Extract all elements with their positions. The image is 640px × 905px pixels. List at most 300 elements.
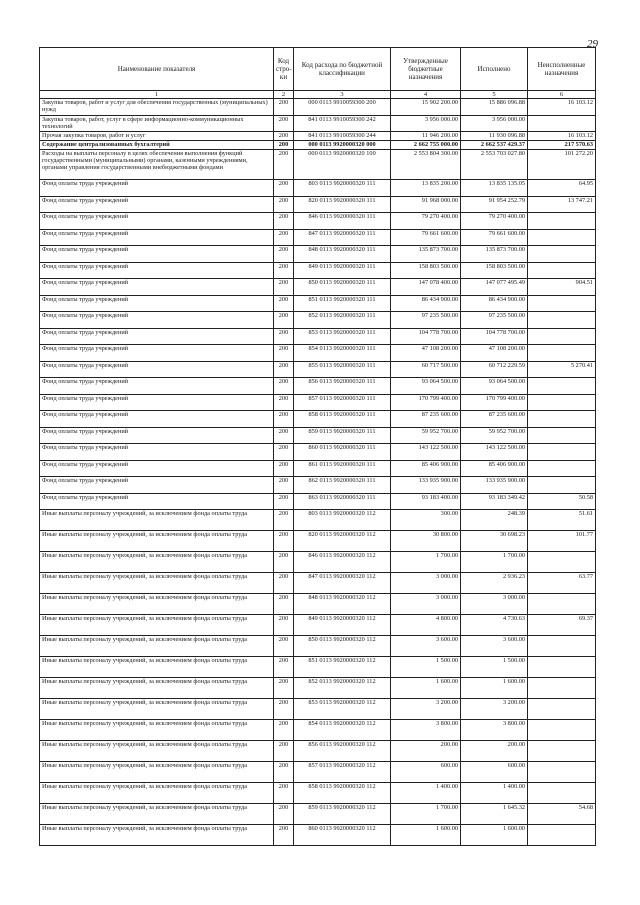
- row-code-cell: 200: [274, 615, 294, 636]
- table-row: [40, 361, 596, 378]
- indicator-name-cell: Иные выплаты персоналу учреждений, за исключением фонда оплаты труда: [40, 510, 274, 531]
- classification-code-cell: 846 0113 9920000320 111: [294, 213, 391, 230]
- executed-amount-cell: 143 122 500.00: [461, 444, 528, 461]
- unexecuted-amount-cell: [528, 378, 596, 395]
- classification-code-cell: 847 0113 9920000320 112: [294, 573, 391, 594]
- classification-code-cell: 861 0113 9920000320 111: [294, 460, 391, 477]
- indicator-name-cell: Фонд оплаты труда учреждений: [40, 361, 274, 378]
- classification-code-cell: 803 0113 9920000320 111: [294, 180, 391, 197]
- approved-amount-cell: 300.00: [391, 510, 461, 531]
- classification-code-cell: 855 0113 9920000320 111: [294, 361, 391, 378]
- executed-amount-cell: 30 698.23: [461, 531, 528, 552]
- unexecuted-amount-cell: [528, 246, 596, 263]
- approved-amount-cell: 1 700.00: [391, 552, 461, 573]
- approved-amount-cell: 97 235 500.00: [391, 312, 461, 329]
- classification-code-cell: 860 0113 9920000320 112: [294, 825, 391, 846]
- unexecuted-amount-cell: [528, 115, 596, 132]
- classification-code-cell: 854 0113 9920000320 112: [294, 720, 391, 741]
- classification-code-cell: 841 0113 9910059300 242: [294, 115, 391, 132]
- indicator-name-cell: Иные выплаты персоналу учреждений, за исключением фонда оплаты труда: [40, 657, 274, 678]
- classification-code-cell: 850 0113 9920000320 111: [294, 279, 391, 296]
- approved-amount-cell: 147 078 400.00: [391, 279, 461, 296]
- classification-code-cell: 000 0113 9920000320 000: [294, 141, 391, 150]
- executed-amount-cell: 11 930 096.88: [461, 132, 528, 141]
- approved-amount-cell: 158 803 500.00: [391, 262, 461, 279]
- executed-amount-cell: 2 553 703 027.80: [461, 150, 528, 180]
- executed-amount-cell: 87 235 600.00: [461, 411, 528, 428]
- executed-amount-cell: 135 873 700.00: [461, 246, 528, 263]
- row-code-cell: 200: [274, 493, 294, 510]
- executed-amount-cell: 85 406 900.00: [461, 460, 528, 477]
- table-row: [40, 741, 596, 762]
- column-number: 3: [294, 91, 391, 99]
- indicator-name-cell: Закупка товаров, работ и услуг для обеспечения государственных (муниципальных) нужд: [40, 99, 274, 116]
- classification-code-cell: 858 0113 9920000320 111: [294, 411, 391, 428]
- table-row: [40, 783, 596, 804]
- executed-amount-cell: 93 183 349.42: [461, 493, 528, 510]
- table-row: [40, 804, 596, 825]
- table-row: [40, 345, 596, 362]
- approved-amount-cell: 1 400.00: [391, 783, 461, 804]
- indicator-name-cell: Иные выплаты персоналу учреждений, за исключением фонда оплаты труда: [40, 741, 274, 762]
- classification-code-cell: 849 0113 9920000320 112: [294, 615, 391, 636]
- approved-amount-cell: 15 902 200.00: [391, 99, 461, 116]
- indicator-name-cell: Закупка товаров, работ, услуг в сфере информационно-коммуникационных технологий: [40, 115, 274, 132]
- indicator-name-cell: Фонд оплаты труда учреждений: [40, 246, 274, 263]
- header-unexecuted: Неисполненные назначения: [528, 48, 596, 91]
- row-code-cell: 200: [274, 378, 294, 395]
- classification-code-cell: 849 0113 9920000320 111: [294, 262, 391, 279]
- executed-amount-cell: 200.00: [461, 741, 528, 762]
- table-row: [40, 678, 596, 699]
- table-row: [40, 531, 596, 552]
- classification-code-cell: 852 0113 9920000320 111: [294, 312, 391, 329]
- executed-amount-cell: 133 935 900.00: [461, 477, 528, 494]
- table-row: [40, 99, 596, 116]
- indicator-name-cell: Фонд оплаты труда учреждений: [40, 312, 274, 329]
- table-row: [40, 229, 596, 246]
- table-row: [40, 460, 596, 477]
- executed-amount-cell: 248.39: [461, 510, 528, 531]
- indicator-name-cell: Иные выплаты персоналу учреждений, за исключением фонда оплаты труда: [40, 783, 274, 804]
- table-row: [40, 115, 596, 132]
- executed-amount-cell: 1 600.00: [461, 678, 528, 699]
- header-row: [40, 48, 596, 91]
- row-code-cell: 200: [274, 262, 294, 279]
- unexecuted-amount-cell: [528, 552, 596, 573]
- approved-amount-cell: 59 952 700.00: [391, 427, 461, 444]
- row-code-cell: 200: [274, 312, 294, 329]
- row-code-cell: 200: [274, 444, 294, 461]
- approved-amount-cell: 600.00: [391, 762, 461, 783]
- approved-amount-cell: 2 553 804 300.00: [391, 150, 461, 180]
- classification-code-cell: 820 0113 9920000320 111: [294, 196, 391, 213]
- table-row: [40, 636, 596, 657]
- row-code-cell: 200: [274, 636, 294, 657]
- unexecuted-amount-cell: 50.58: [528, 493, 596, 510]
- table-row: [40, 699, 596, 720]
- approved-amount-cell: 200.00: [391, 741, 461, 762]
- indicator-name-cell: Фонд оплаты труда учреждений: [40, 295, 274, 312]
- table-row: [40, 378, 596, 395]
- unexecuted-amount-cell: [528, 213, 596, 230]
- unexecuted-amount-cell: 217 570.63: [528, 141, 596, 150]
- indicator-name-cell: Фонд оплаты труда учреждений: [40, 196, 274, 213]
- table-row: [40, 262, 596, 279]
- classification-code-cell: 863 0113 9920000320 111: [294, 493, 391, 510]
- approved-amount-cell: 1 700.00: [391, 804, 461, 825]
- indicator-name-cell: Иные выплаты персоналу учреждений, за исключением фонда оплаты труда: [40, 762, 274, 783]
- header-row-code: Код стро-ки: [274, 48, 294, 91]
- approved-amount-cell: 87 235 600.00: [391, 411, 461, 428]
- header-classification-code: Код расхода по бюджетной классификации: [294, 48, 391, 91]
- table-row: [40, 150, 596, 180]
- table-row: [40, 825, 596, 846]
- executed-amount-cell: 47 108 200.00: [461, 345, 528, 362]
- indicator-name-cell: Иные выплаты персоналу учреждений, за исключением фонда оплаты труда: [40, 552, 274, 573]
- approved-amount-cell: 2 662 755 000.00: [391, 141, 461, 150]
- header-approved: Утвержденные бюджетные назначения: [391, 48, 461, 91]
- table-row: [40, 196, 596, 213]
- unexecuted-amount-cell: 13 747.21: [528, 196, 596, 213]
- row-code-cell: 200: [274, 477, 294, 494]
- classification-code-cell: 859 0113 9920000320 111: [294, 427, 391, 444]
- indicator-name-cell: Фонд оплаты труда учреждений: [40, 328, 274, 345]
- indicator-name-cell: Фонд оплаты труда учреждений: [40, 345, 274, 362]
- row-code-cell: 200: [274, 783, 294, 804]
- unexecuted-amount-cell: [528, 720, 596, 741]
- classification-code-cell: 851 0113 9920000320 111: [294, 295, 391, 312]
- indicator-name-cell: Иные выплаты персоналу учреждений, за исключением фонда оплаты труда: [40, 594, 274, 615]
- unexecuted-amount-cell: [528, 262, 596, 279]
- unexecuted-amount-cell: [528, 328, 596, 345]
- executed-amount-cell: 13 835 135.05: [461, 180, 528, 197]
- table-row: [40, 444, 596, 461]
- indicator-name-cell: Фонд оплаты труда учреждений: [40, 394, 274, 411]
- indicator-name-cell: Фонд оплаты труда учреждений: [40, 411, 274, 428]
- executed-amount-cell: 170 799 400.00: [461, 394, 528, 411]
- indicator-name-cell: Иные выплаты персоналу учреждений, за исключением фонда оплаты труда: [40, 804, 274, 825]
- table-row: [40, 132, 596, 141]
- row-code-cell: 200: [274, 411, 294, 428]
- row-code-cell: 200: [274, 196, 294, 213]
- row-code-cell: 200: [274, 246, 294, 263]
- executed-amount-cell: 79 270 400.00: [461, 213, 528, 230]
- classification-code-cell: 854 0113 9920000320 111: [294, 345, 391, 362]
- approved-amount-cell: 93 064 500.00: [391, 378, 461, 395]
- table-row: [40, 615, 596, 636]
- table-row: [40, 394, 596, 411]
- executed-amount-cell: 86 434 900.00: [461, 295, 528, 312]
- executed-amount-cell: 147 077 495.49: [461, 279, 528, 296]
- column-number: 1: [40, 91, 274, 99]
- unexecuted-amount-cell: [528, 427, 596, 444]
- executed-amount-cell: 1 600.00: [461, 825, 528, 846]
- column-number: 6: [528, 91, 596, 99]
- row-code-cell: 200: [274, 394, 294, 411]
- table-row: [40, 493, 596, 510]
- indicator-name-cell: Фонд оплаты труда учреждений: [40, 213, 274, 230]
- approved-amount-cell: 86 434 900.00: [391, 295, 461, 312]
- executed-amount-cell: 2 936.23: [461, 573, 528, 594]
- executed-amount-cell: 3 800.00: [461, 720, 528, 741]
- executed-amount-cell: 3 200.00: [461, 699, 528, 720]
- table-row: [40, 594, 596, 615]
- approved-amount-cell: 1 600.00: [391, 678, 461, 699]
- indicator-name-cell: Иные выплаты персоналу учреждений, за исключением фонда оплаты труда: [40, 573, 274, 594]
- approved-amount-cell: 4 800.00: [391, 615, 461, 636]
- table-row: [40, 477, 596, 494]
- table-row: [40, 510, 596, 531]
- unexecuted-amount-cell: [528, 825, 596, 846]
- row-code-cell: 200: [274, 552, 294, 573]
- unexecuted-amount-cell: 63.77: [528, 573, 596, 594]
- row-code-cell: 200: [274, 573, 294, 594]
- indicator-name-cell: Фонд оплаты труда учреждений: [40, 460, 274, 477]
- approved-amount-cell: 11 946 200.00: [391, 132, 461, 141]
- executed-amount-cell: 60 712 229.59: [461, 361, 528, 378]
- executed-amount-cell: 91 954 252.79: [461, 196, 528, 213]
- unexecuted-amount-cell: [528, 411, 596, 428]
- classification-code-cell: 860 0113 9920000320 111: [294, 444, 391, 461]
- indicator-name-cell: Иные выплаты персоналу учреждений, за исключением фонда оплаты труда: [40, 636, 274, 657]
- table-row: [40, 552, 596, 573]
- unexecuted-amount-cell: [528, 229, 596, 246]
- header-executed: Исполнено: [461, 48, 528, 91]
- indicator-name-cell: Фонд оплаты труда учреждений: [40, 444, 274, 461]
- row-code-cell: 200: [274, 804, 294, 825]
- approved-amount-cell: 133 935 900.00: [391, 477, 461, 494]
- executed-amount-cell: 1 645.32: [461, 804, 528, 825]
- executed-amount-cell: 1 400.00: [461, 783, 528, 804]
- row-code-cell: 200: [274, 657, 294, 678]
- classification-code-cell: 851 0113 9920000320 112: [294, 657, 391, 678]
- unexecuted-amount-cell: [528, 741, 596, 762]
- indicator-name-cell: Фонд оплаты труда учреждений: [40, 229, 274, 246]
- unexecuted-amount-cell: 16 103.12: [528, 99, 596, 116]
- approved-amount-cell: 79 661 600.00: [391, 229, 461, 246]
- classification-code-cell: 862 0113 9920000320 111: [294, 477, 391, 494]
- indicator-name-cell: Фонд оплаты труда учреждений: [40, 262, 274, 279]
- unexecuted-amount-cell: [528, 699, 596, 720]
- classification-code-cell: 000 0113 9910059300 200: [294, 99, 391, 116]
- executed-amount-cell: 158 803 500.00: [461, 262, 528, 279]
- budget-execution-table: [39, 47, 596, 846]
- table-row: [40, 180, 596, 197]
- classification-code-cell: 856 0113 9920000320 111: [294, 378, 391, 395]
- approved-amount-cell: 170 799 400.00: [391, 394, 461, 411]
- unexecuted-amount-cell: 101 272.20: [528, 150, 596, 180]
- row-code-cell: 200: [274, 132, 294, 141]
- table-row: [40, 762, 596, 783]
- unexecuted-amount-cell: [528, 783, 596, 804]
- approved-amount-cell: 3 000.00: [391, 573, 461, 594]
- approved-amount-cell: 13 835 200.00: [391, 180, 461, 197]
- row-code-cell: 200: [274, 150, 294, 180]
- column-number-row: [40, 91, 596, 99]
- indicator-name-cell: Прочая закупка товаров, работ и услуг: [40, 132, 274, 141]
- table-row: [40, 720, 596, 741]
- classification-code-cell: 857 0113 9920000320 111: [294, 394, 391, 411]
- indicator-name-cell: Иные выплаты персоналу учреждений, за исключением фонда оплаты труда: [40, 531, 274, 552]
- indicator-name-cell: Расходы на выплаты персоналу в целях обеспечения выполнения функций государственными (муниципальными) органами, казенными учреждениями, органами управления государственными внебюджетными фондами: [40, 150, 274, 180]
- row-code-cell: 200: [274, 213, 294, 230]
- executed-amount-cell: 97 235 500.00: [461, 312, 528, 329]
- approved-amount-cell: 3 600.00: [391, 636, 461, 657]
- row-code-cell: 200: [274, 762, 294, 783]
- approved-amount-cell: 3 956 000.00: [391, 115, 461, 132]
- row-code-cell: 200: [274, 460, 294, 477]
- unexecuted-amount-cell: 101.77: [528, 531, 596, 552]
- indicator-name-cell: Фонд оплаты труда учреждений: [40, 279, 274, 296]
- table-row: [40, 312, 596, 329]
- classification-code-cell: 853 0113 9920000320 111: [294, 328, 391, 345]
- unexecuted-amount-cell: [528, 678, 596, 699]
- table-row: [40, 246, 596, 263]
- executed-amount-cell: 600.00: [461, 762, 528, 783]
- executed-amount-cell: 1 700.00: [461, 552, 528, 573]
- table-body: [40, 99, 596, 846]
- table-row: [40, 141, 596, 150]
- unexecuted-amount-cell: [528, 657, 596, 678]
- approved-amount-cell: 60 717 500.00: [391, 361, 461, 378]
- executed-amount-cell: 3 000.00: [461, 594, 528, 615]
- classification-code-cell: 820 0113 9920000320 112: [294, 531, 391, 552]
- row-code-cell: 200: [274, 99, 294, 116]
- executed-amount-cell: 2 662 537 429.37: [461, 141, 528, 150]
- classification-code-cell: 850 0113 9920000320 112: [294, 636, 391, 657]
- indicator-name-cell: Иные выплаты персоналу учреждений, за исключением фонда оплаты труда: [40, 615, 274, 636]
- executed-amount-cell: 79 661 600.00: [461, 229, 528, 246]
- executed-amount-cell: 104 778 700.00: [461, 328, 528, 345]
- approved-amount-cell: 79 270 400.00: [391, 213, 461, 230]
- unexecuted-amount-cell: [528, 594, 596, 615]
- table-row: [40, 427, 596, 444]
- row-code-cell: 200: [274, 510, 294, 531]
- indicator-name-cell: Фонд оплаты труда учреждений: [40, 378, 274, 395]
- indicator-name-cell: Иные выплаты персоналу учреждений, за исключением фонда оплаты труда: [40, 825, 274, 846]
- approved-amount-cell: 3 800.00: [391, 720, 461, 741]
- classification-code-cell: 000 0113 9920000320 100: [294, 150, 391, 180]
- classification-code-cell: 847 0113 9920000320 111: [294, 229, 391, 246]
- column-number: 5: [461, 91, 528, 99]
- executed-amount-cell: 1 500.00: [461, 657, 528, 678]
- unexecuted-amount-cell: 904.51: [528, 279, 596, 296]
- indicator-name-cell: Фонд оплаты труда учреждений: [40, 493, 274, 510]
- indicator-name-cell: Содержание централизованных бухгалтерий: [40, 141, 274, 150]
- approved-amount-cell: 91 968 000.00: [391, 196, 461, 213]
- row-code-cell: 200: [274, 720, 294, 741]
- header-indicator-name: Наименование показателя: [40, 48, 274, 91]
- approved-amount-cell: 3 000.00: [391, 594, 461, 615]
- unexecuted-amount-cell: 51.61: [528, 510, 596, 531]
- approved-amount-cell: 1 600.00: [391, 825, 461, 846]
- indicator-name-cell: Иные выплаты персоналу учреждений, за исключением фонда оплаты труда: [40, 678, 274, 699]
- executed-amount-cell: 3 956 000.00: [461, 115, 528, 132]
- classification-code-cell: 852 0113 9920000320 112: [294, 678, 391, 699]
- unexecuted-amount-cell: [528, 477, 596, 494]
- executed-amount-cell: 59 952 700.00: [461, 427, 528, 444]
- classification-code-cell: 803 0113 9920000320 112: [294, 510, 391, 531]
- unexecuted-amount-cell: 64.95: [528, 180, 596, 197]
- row-code-cell: 200: [274, 678, 294, 699]
- executed-amount-cell: 15 886 096.88: [461, 99, 528, 116]
- row-code-cell: 200: [274, 229, 294, 246]
- indicator-name-cell: Фонд оплаты труда учреждений: [40, 180, 274, 197]
- unexecuted-amount-cell: [528, 312, 596, 329]
- unexecuted-amount-cell: [528, 345, 596, 362]
- unexecuted-amount-cell: 54.68: [528, 804, 596, 825]
- executed-amount-cell: 4 730.63: [461, 615, 528, 636]
- indicator-name-cell: Иные выплаты персоналу учреждений, за исключением фонда оплаты труда: [40, 720, 274, 741]
- classification-code-cell: 857 0113 9920000320 112: [294, 762, 391, 783]
- table-row: [40, 411, 596, 428]
- row-code-cell: 200: [274, 531, 294, 552]
- unexecuted-amount-cell: [528, 460, 596, 477]
- column-number: 2: [274, 91, 294, 99]
- row-code-cell: 200: [274, 361, 294, 378]
- approved-amount-cell: 1 500.00: [391, 657, 461, 678]
- row-code-cell: 200: [274, 741, 294, 762]
- approved-amount-cell: 143 122 500.00: [391, 444, 461, 461]
- table-row: [40, 279, 596, 296]
- row-code-cell: 200: [274, 328, 294, 345]
- approved-amount-cell: 30 800.00: [391, 531, 461, 552]
- row-code-cell: 200: [274, 115, 294, 132]
- table-row: [40, 657, 596, 678]
- unexecuted-amount-cell: 16 103.12: [528, 132, 596, 141]
- row-code-cell: 200: [274, 699, 294, 720]
- row-code-cell: 200: [274, 141, 294, 150]
- table-row: [40, 573, 596, 594]
- unexecuted-amount-cell: 69.37: [528, 615, 596, 636]
- indicator-name-cell: Иные выплаты персоналу учреждений, за исключением фонда оплаты труда: [40, 699, 274, 720]
- classification-code-cell: 841 0113 9910059300 244: [294, 132, 391, 141]
- indicator-name-cell: Фонд оплаты труда учреждений: [40, 477, 274, 494]
- row-code-cell: 200: [274, 825, 294, 846]
- approved-amount-cell: 85 406 900.00: [391, 460, 461, 477]
- row-code-cell: 200: [274, 427, 294, 444]
- classification-code-cell: 853 0113 9920000320 112: [294, 699, 391, 720]
- row-code-cell: 200: [274, 180, 294, 197]
- executed-amount-cell: 93 064 500.00: [461, 378, 528, 395]
- classification-code-cell: 856 0113 9920000320 112: [294, 741, 391, 762]
- approved-amount-cell: 104 778 700.00: [391, 328, 461, 345]
- approved-amount-cell: 93 183 400.00: [391, 493, 461, 510]
- indicator-name-cell: Фонд оплаты труда учреждений: [40, 427, 274, 444]
- row-code-cell: 200: [274, 345, 294, 362]
- unexecuted-amount-cell: [528, 636, 596, 657]
- approved-amount-cell: 47 108 200.00: [391, 345, 461, 362]
- classification-code-cell: 848 0113 9920000320 111: [294, 246, 391, 263]
- page-number: 29: [587, 38, 598, 50]
- unexecuted-amount-cell: [528, 444, 596, 461]
- table-row: [40, 213, 596, 230]
- unexecuted-amount-cell: [528, 295, 596, 312]
- row-code-cell: 200: [274, 279, 294, 296]
- approved-amount-cell: 3 200.00: [391, 699, 461, 720]
- unexecuted-amount-cell: 5 270.41: [528, 361, 596, 378]
- table-row: [40, 295, 596, 312]
- unexecuted-amount-cell: [528, 394, 596, 411]
- classification-code-cell: 859 0113 9920000320 112: [294, 804, 391, 825]
- classification-code-cell: 858 0113 9920000320 112: [294, 783, 391, 804]
- row-code-cell: 200: [274, 295, 294, 312]
- approved-amount-cell: 135 873 700.00: [391, 246, 461, 263]
- classification-code-cell: 848 0113 9920000320 112: [294, 594, 391, 615]
- row-code-cell: 200: [274, 594, 294, 615]
- classification-code-cell: 846 0113 9920000320 112: [294, 552, 391, 573]
